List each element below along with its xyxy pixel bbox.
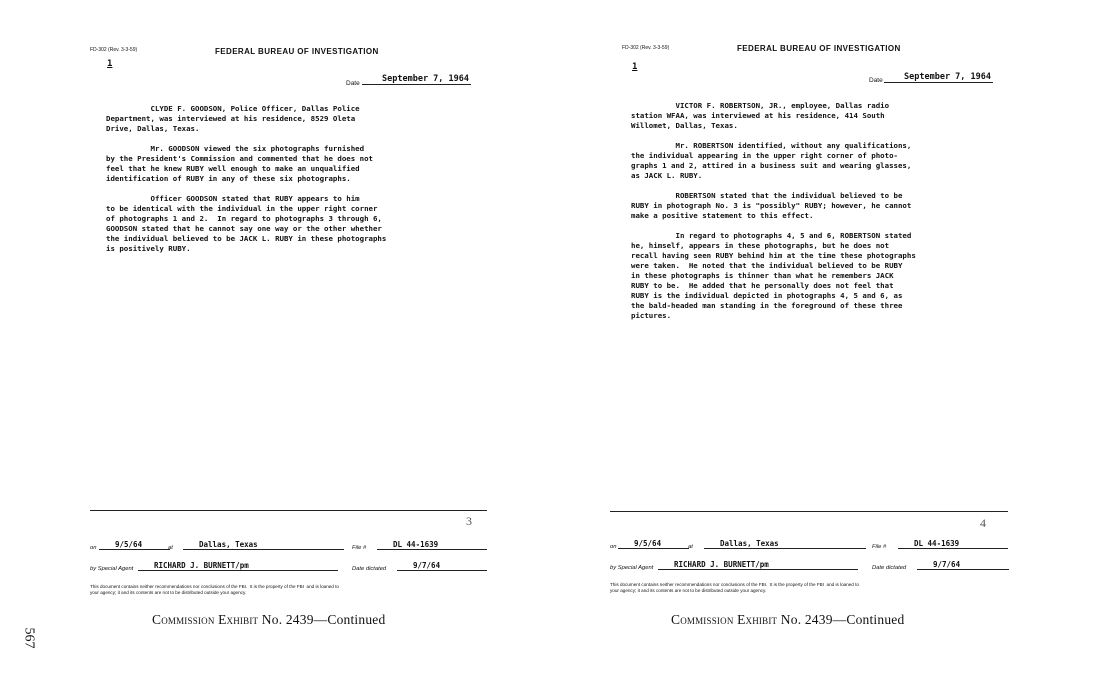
bureau-heading: FEDERAL BUREAU OF INVESTIGATION	[215, 47, 379, 56]
interview-date: 9/5/64	[99, 540, 170, 550]
interview-body-text: CLYDE F. GOODSON, Police Officer, Dallas Police Department, was interviewed at his residence, 8529 Oleta Drive, Dallas, Texas. Mr. GOODSON viewed the six photographs furnished by the President's Commission and commented that he does not feel that he knew RUBY well enough to make an unqualified identification of RUBY in any of these six photographs. Officer GOODSON stated that RUBY appears to him to be identical with the individual in the upper right corner of photographs 1 and 2. In regard to photographs 3 through 6, GOODSON stated that he cannot say one way or the other whether the individual believed to be JACK L. RUBY in these photographs is positively RUBY.	[106, 104, 387, 253]
file-label: File #	[872, 544, 887, 550]
exhibit-caption-prefix: Commission Exhibit	[671, 612, 778, 627]
exhibit-caption-prefix: Commission Exhibit	[152, 612, 259, 627]
footer-divider	[610, 511, 1008, 512]
date-dictated: 9/7/64	[917, 560, 1009, 570]
special-agent: RICHARD J. BURNETT/pm	[138, 561, 338, 571]
date-dictated: 9/7/64	[397, 561, 487, 571]
interview-location: Dallas, Texas	[183, 540, 344, 550]
on-label: on	[90, 545, 97, 551]
form-number: FD-302 (Rev. 3-3-59)	[622, 45, 670, 51]
handwritten-mark: 3	[466, 514, 472, 528]
left-document-page	[0, 0, 540, 691]
interview-location: Dallas, Texas	[704, 539, 866, 549]
file-label: File #	[352, 545, 367, 551]
right-document-page	[554, 0, 1094, 691]
exhibit-caption-suffix: No. 2439—Continued	[258, 612, 386, 627]
agent-label: by Special Agent	[610, 565, 654, 571]
fbi-disclaimer: This document contains neither recommendations nor conclusions of the FBI. It is the property of the FBI and is loaned to your agency; it and its contents are not to be distributed outside your agency.	[90, 584, 339, 595]
page-number-mark: 1	[632, 62, 638, 72]
special-agent: RICHARD J. BURNETT/pm	[658, 560, 858, 570]
date-label: Date	[869, 77, 883, 84]
dictated-label: Date dictated	[872, 565, 907, 571]
interview-date: 9/5/64	[618, 539, 689, 549]
footer-divider	[90, 510, 487, 511]
book-page-number: 567	[21, 627, 37, 649]
exhibit-caption	[671, 612, 904, 628]
at-label: at	[168, 545, 173, 551]
dictated-label: Date dictated	[352, 566, 387, 572]
document-date: September 7, 1964	[884, 72, 993, 83]
agent-label: by Special Agent	[90, 566, 134, 572]
at-label: at	[688, 544, 693, 550]
form-number: FD-302 (Rev. 3-3-59)	[90, 47, 138, 53]
bureau-heading: FEDERAL BUREAU OF INVESTIGATION	[737, 44, 901, 53]
page-number-mark: 1	[107, 59, 113, 69]
file-number: DL 44-1639	[898, 539, 1008, 549]
interview-body-text: VICTOR F. ROBERTSON, JR., employee, Dallas radio station WFAA, was interviewed at his residence, 414 South Willomet, Dallas, Texas. Mr. ROBERTSON identified, without any qualifications, the individual appearing in the upper right corner of photo- graphs 1 and 2, attired in a business suit and wearing glasses, as JACK L. RUBY. ROBERTSON stated that the individual believed to be RUBY in photograph No. 3 is "possibly" RUBY; however, he cannot make a positive statement to this effect. In regard to photographs 4, 5 and 6, ROBERTSON stated he, himself, appears in these photographs, but he does not recall having seen RUBY behind him at the time these photographs were taken. He noted that the individual believed to be RUBY in these photographs is thinner than what he remembers JACK RUBY to be. He added that he personally does not feel that RUBY is the individual depicted in photographs 4, 5 and 6, as the bald-headed man standing in the foreground of these three pictures.	[631, 101, 916, 320]
file-number: DL 44-1639	[377, 540, 487, 550]
exhibit-caption	[152, 612, 385, 628]
document-date: September 7, 1964	[362, 74, 471, 85]
fbi-disclaimer: This document contains neither recommendations nor conclusions of the FBI. It is the property of the FBI and is loaned to your agency; it and its contents are not to be distributed outside your agency.	[610, 582, 859, 593]
handwritten-mark: 4	[980, 516, 986, 530]
on-label: on	[610, 544, 617, 550]
date-label: Date	[346, 80, 360, 87]
exhibit-caption-suffix: No. 2439—Continued	[777, 612, 905, 627]
